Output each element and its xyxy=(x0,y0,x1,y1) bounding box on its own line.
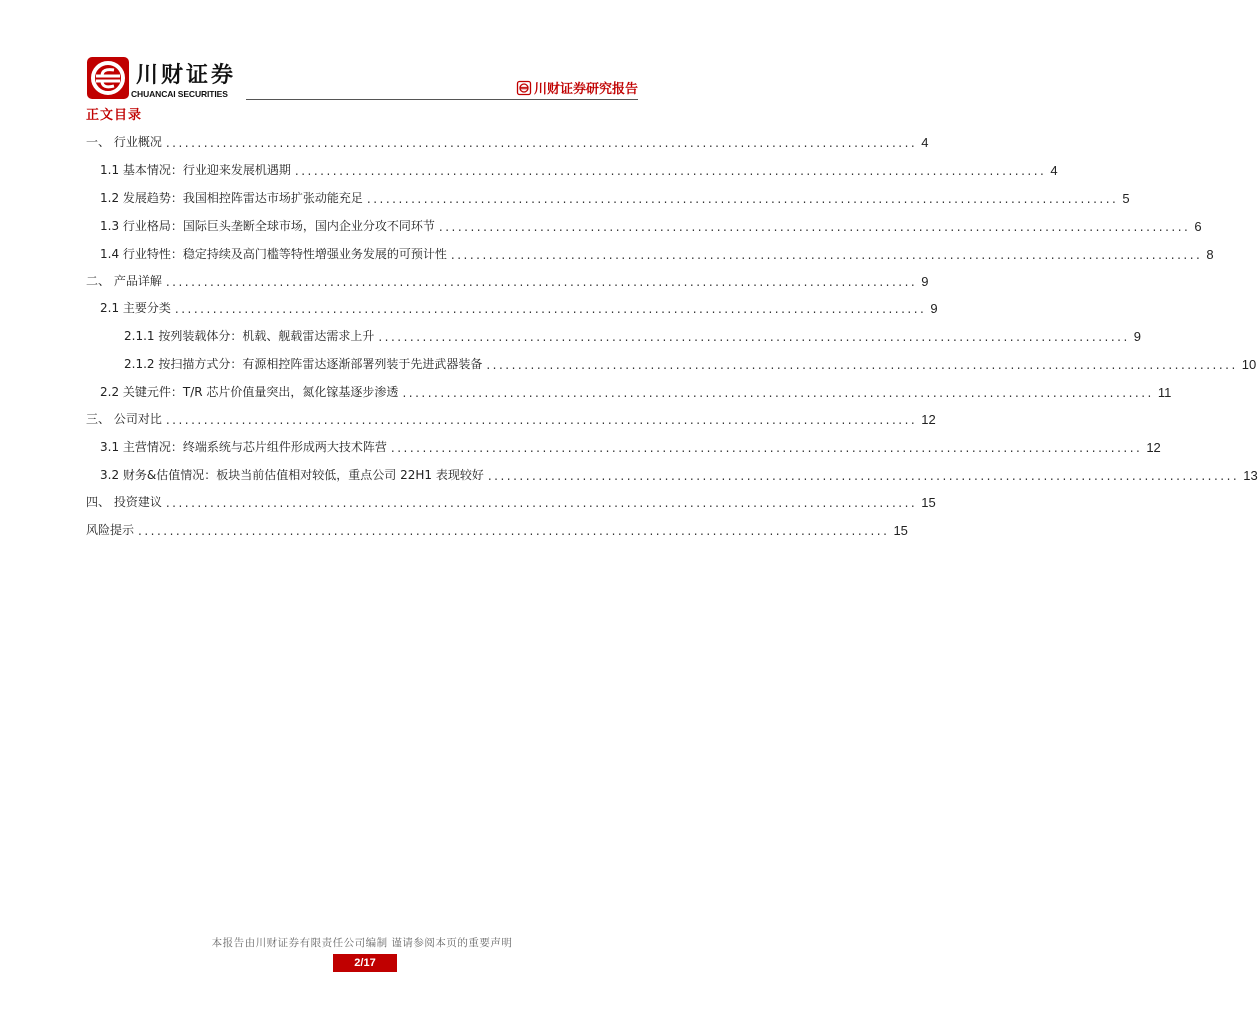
toc-entry[interactable] xyxy=(100,212,1202,234)
toc-entry[interactable] xyxy=(86,267,929,289)
toc-entry-page: 12 xyxy=(921,412,936,427)
page-header xyxy=(0,0,724,105)
toc-entry[interactable] xyxy=(100,156,1058,178)
report-label xyxy=(517,78,638,97)
toc-leader-dots: ....................................................................................................................... xyxy=(174,302,927,316)
brand-name-cn: 川财证券 xyxy=(136,63,237,88)
toc-entry-label: 二、 产品详解 xyxy=(86,274,162,288)
toc-entry-page: 9 xyxy=(1133,329,1142,344)
toc-leader-dots: ....................................................................................................................... xyxy=(165,496,918,510)
toc-entry-label: 1.2 发展趋势：我国相控阵雷达市场扩张动能充足 xyxy=(100,191,363,205)
brand-name-en: CHUANCAI SECURITIES xyxy=(131,89,228,99)
toc-entry-page: 15 xyxy=(921,495,936,510)
toc-entry-page: 10 xyxy=(1241,357,1257,372)
toc-leader-dots: ....................................................................................................................... xyxy=(486,358,1238,372)
toc-leader-dots: ....................................................................................................................... xyxy=(165,275,918,289)
toc-leader-dots: ....................................................................................................................... xyxy=(402,386,1154,400)
toc-entry[interactable] xyxy=(124,322,1142,344)
toc-entry-page: 9 xyxy=(921,274,929,289)
mini-logo-icon xyxy=(517,81,531,95)
toc-entry-page: 8 xyxy=(1206,247,1214,262)
toc-entry-label: 3.1 主营情况：终端系统与芯片组件形成两大技术阵营 xyxy=(100,440,387,454)
toc-entry[interactable] xyxy=(86,128,929,150)
toc-entry[interactable] xyxy=(86,405,936,427)
toc-entry-page: 15 xyxy=(893,523,908,538)
toc-entry-label: 1.4 行业特性：稳定持续及高门槛等特性增强业务发展的可预计性 xyxy=(100,247,447,261)
report-label-text: 川财证券研究报告 xyxy=(533,82,638,97)
chuancai-logo-icon xyxy=(86,56,130,100)
toc-entry[interactable] xyxy=(86,488,936,510)
toc-entry-page: 12 xyxy=(1146,440,1161,455)
toc-entry-label: 3.2 财务&估值情况：板块当前估值相对较低，重点公司 22H1 表现较好 xyxy=(100,468,484,482)
toc-entry[interactable] xyxy=(100,461,1258,483)
toc-entry[interactable] xyxy=(100,433,1161,455)
toc-entry-label: 三、 公司对比 xyxy=(86,412,162,426)
toc-entry-page: 5 xyxy=(1122,191,1130,206)
toc-entry[interactable] xyxy=(100,184,1130,206)
header-divider xyxy=(246,99,638,100)
toc-entry-page: 9 xyxy=(930,301,938,316)
toc-leader-dots: ....................................................................................................................... xyxy=(378,330,1130,344)
toc-entry[interactable] xyxy=(100,240,1214,262)
toc-entry-label: 四、 投资建议 xyxy=(86,495,162,509)
toc-entry-label: 1.3 行业格局：国际巨头垄断全球市场，国内企业分攻不同环节 xyxy=(100,219,435,233)
toc-entry-page: 4 xyxy=(1050,163,1058,178)
toc-leader-dots: ....................................................................................................................... xyxy=(450,248,1203,262)
toc-entry-page: 13 xyxy=(1243,468,1258,483)
toc-entry-label: 一、 行业概况 xyxy=(86,135,162,149)
page-number-badge: 2/17 xyxy=(333,954,397,972)
toc-entry-label: 2.1 主要分类 xyxy=(100,301,171,315)
toc-entry-label: 1.1 基本情况：行业迎来发展机遇期 xyxy=(100,163,291,177)
toc-entry-page: 6 xyxy=(1194,219,1202,234)
toc-leader-dots: ....................................................................................................................... xyxy=(366,192,1119,206)
toc-leader-dots: ....................................................................................................................... xyxy=(165,413,918,427)
toc-entry[interactable] xyxy=(100,294,938,316)
toc-entry-label: 2.1.2 按扫描方式分：有源相控阵雷达逐渐部署列装于先进武器装备 xyxy=(124,357,483,371)
toc-entry[interactable] xyxy=(100,378,1172,400)
toc-leader-dots: ....................................................................................................................... xyxy=(165,136,918,150)
toc-leader-dots: ....................................................................................................................... xyxy=(390,441,1143,455)
toc-entry-label: 2.1.1 按列装载体分：机载、舰载雷达需求上升 xyxy=(124,329,375,343)
footer-disclaimer: 本报告由川财证券有限责任公司编制 谨请参阅本页的重要声明 xyxy=(211,937,513,949)
toc-entry-label: 风险提示 xyxy=(86,523,135,537)
toc-title: 正文目录 xyxy=(86,108,143,123)
toc-leader-dots: ....................................................................................................................... xyxy=(438,220,1191,234)
toc-leader-dots: ....................................................................................................................... xyxy=(487,469,1240,483)
toc-entry[interactable] xyxy=(86,516,908,538)
toc-entry[interactable] xyxy=(124,350,1257,372)
toc-leader-dots: ....................................................................................................................... xyxy=(294,164,1047,178)
toc-entry-label: 2.2 关键元件：T/R 芯片价值量突出，氮化镓基逐步渗透 xyxy=(100,385,399,399)
toc-leader-dots: ....................................................................................................................... xyxy=(138,524,890,538)
toc-entry-page: 4 xyxy=(921,135,929,150)
toc-entry-page: 11 xyxy=(1157,385,1172,400)
